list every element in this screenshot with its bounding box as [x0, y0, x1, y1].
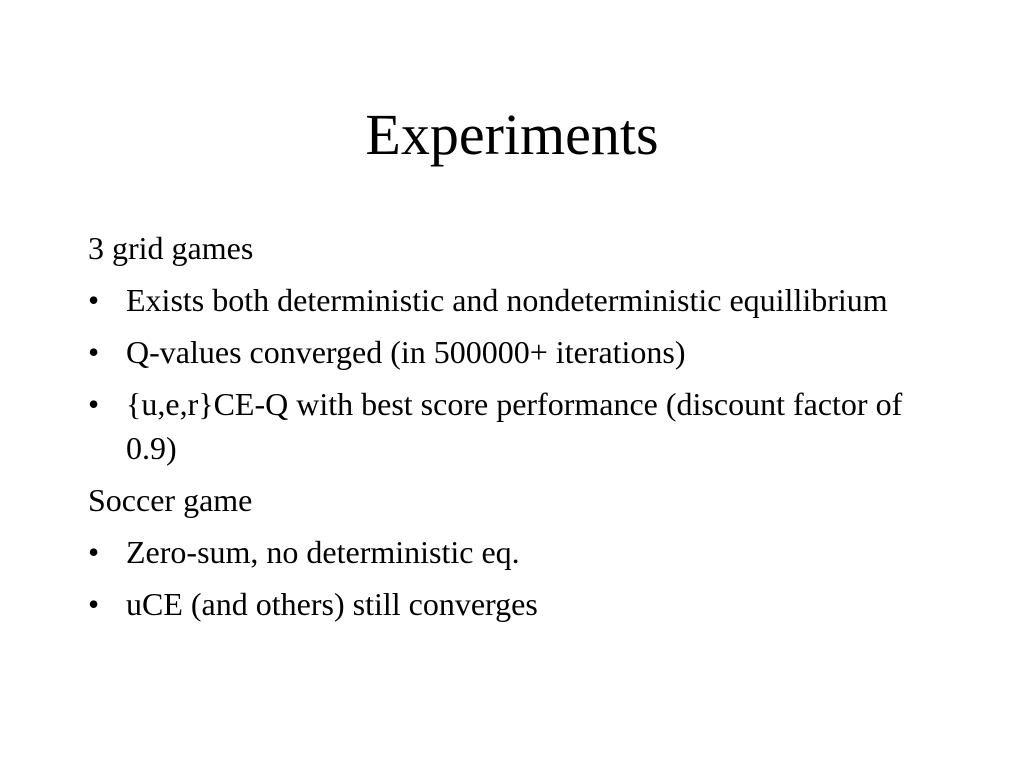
slide-title: Experiments — [365, 102, 659, 167]
bullet-text: Q-values converged (in 500000+ iterations) — [126, 334, 686, 370]
bullet-item — [88, 330, 928, 374]
section-heading-grid-games: 3 grid games — [88, 230, 254, 266]
slide-body — [88, 226, 928, 626]
bullet-icon: • — [88, 534, 100, 570]
bullet-text: {u,e,r}CE-Q with best score performance (discount factor of 0.9) — [126, 386, 903, 466]
bullet-icon: • — [88, 334, 100, 370]
bullet-item — [88, 582, 928, 626]
bullet-icon: • — [88, 386, 100, 422]
bullet-icon: • — [88, 282, 100, 318]
bullet-icon: • — [88, 586, 100, 622]
bullet-item — [88, 530, 928, 574]
bullet-text: uCE (and others) still converges — [126, 586, 538, 622]
bullet-text: Zero-sum, no deterministic eq. — [126, 534, 520, 570]
section-heading-soccer-game: Soccer game — [88, 482, 253, 518]
bullet-text: Exists both deterministic and nondeterministic equillibrium — [126, 282, 888, 318]
bullet-item — [88, 382, 928, 470]
bullet-item — [88, 278, 928, 322]
